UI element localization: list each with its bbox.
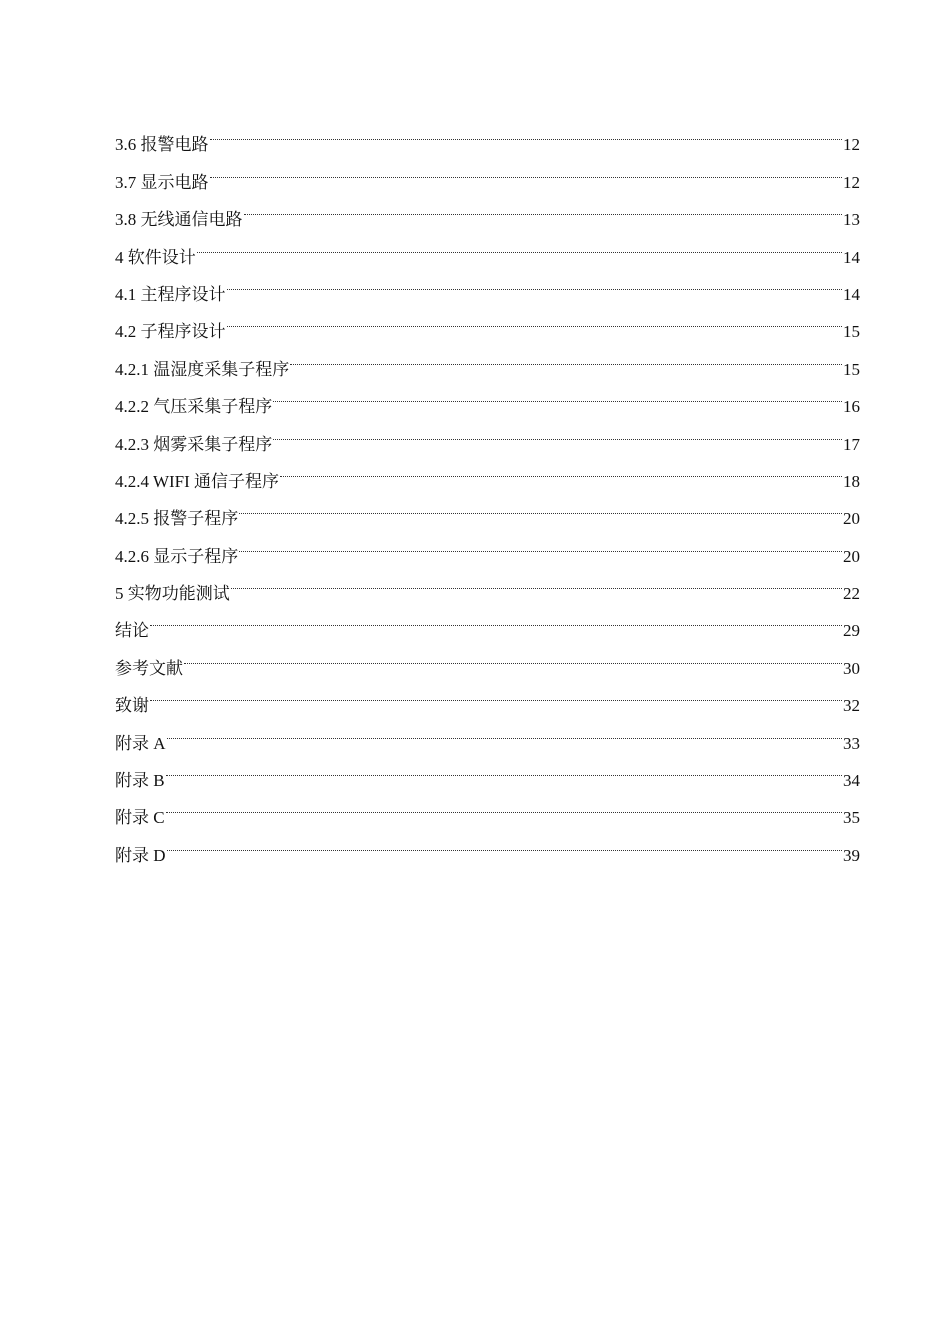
toc-entry-title: 4.1 主程序设计: [115, 284, 226, 304]
toc-entry-page: 12: [843, 172, 860, 192]
toc-entry-title: 4 软件设计: [115, 247, 196, 267]
toc-entry[interactable]: [115, 636, 860, 678]
toc-entry-page: 33: [843, 733, 860, 753]
toc-entry[interactable]: [115, 711, 860, 753]
toc-entry[interactable]: [115, 150, 860, 192]
toc-dot-leader: [227, 300, 843, 337]
toc-entry-page: 12: [843, 135, 860, 155]
toc-entry-title: 3.6 报警电路: [115, 135, 209, 155]
toc-dot-leader: [227, 263, 843, 300]
toc-entry-page: 39: [843, 845, 860, 865]
toc-entry-title: 4.2.4 WIFI 通信子程序: [115, 471, 280, 491]
toc-entry-page: 18: [843, 471, 860, 491]
toc-entry[interactable]: [115, 599, 860, 641]
toc-entry-title: 3.7 显示电路: [115, 172, 209, 192]
toc-dot-leader: [167, 711, 842, 748]
toc-entry[interactable]: [115, 188, 860, 230]
toc-entry[interactable]: [115, 300, 860, 342]
toc-entry-page: 14: [843, 247, 860, 267]
toc-dot-leader: [210, 113, 843, 150]
toc-dot-leader: [197, 225, 842, 262]
toc-entry-page: 29: [843, 621, 860, 641]
toc-entry-title: 4.2.1 温湿度采集子程序: [115, 359, 290, 379]
toc-entry[interactable]: [115, 337, 860, 379]
toc-entry-page: 17: [843, 434, 860, 454]
toc-entry[interactable]: [115, 674, 860, 716]
toc-entry-title: 5 实物功能测试: [115, 584, 230, 604]
toc-entry-page: 20: [843, 546, 860, 566]
toc-dot-leader: [273, 375, 842, 412]
toc-entry[interactable]: [115, 823, 860, 865]
toc-dot-leader: [244, 188, 843, 225]
toc-entry[interactable]: [115, 225, 860, 267]
toc-dot-leader: [150, 674, 842, 711]
toc-entry[interactable]: [115, 263, 860, 304]
toc-dot-leader: [166, 749, 842, 786]
toc-entry-page: 32: [843, 696, 860, 716]
toc-entry-page: 20: [843, 509, 860, 529]
toc-entry-title: 附录 B: [115, 771, 165, 791]
toc-entry[interactable]: [115, 749, 860, 791]
toc-dot-leader: [239, 524, 842, 561]
toc-entry-page: 35: [843, 808, 860, 828]
toc-dot-leader: [231, 562, 842, 599]
toc-entry-title: 附录 A: [115, 733, 166, 753]
toc-entry-page: 30: [843, 658, 860, 678]
toc-entry-page: 15: [843, 322, 860, 342]
toc-entry-title: 4.2.3 烟雾采集子程序: [115, 434, 273, 454]
toc-entry-title: 结论: [115, 621, 149, 641]
toc-dot-leader: [210, 150, 843, 187]
toc-dot-leader: [184, 636, 842, 673]
toc-entry-title: 4.2.2 气压采集子程序: [115, 397, 273, 417]
toc-dot-leader: [273, 412, 842, 449]
toc-dot-leader: [150, 599, 842, 636]
toc-dot-leader: [290, 337, 842, 374]
toc-entry-title: 4.2.5 报警子程序: [115, 509, 239, 529]
toc-entry-title: 附录 D: [115, 845, 166, 865]
toc-entry[interactable]: [115, 113, 860, 155]
toc-dot-leader: [280, 450, 842, 487]
table-of-contents: [115, 113, 860, 865]
toc-entry[interactable]: [115, 786, 860, 828]
toc-entry-title: 4.2 子程序设计: [115, 322, 226, 342]
toc-entry-page: 14: [843, 284, 860, 304]
toc-entry-title: 致谢: [115, 696, 149, 716]
toc-entry-title: 参考文献: [115, 658, 183, 678]
toc-entry-title: 附录 C: [115, 808, 165, 828]
toc-dot-leader: [167, 823, 842, 860]
toc-entry-title: 3.8 无线通信电路: [115, 210, 243, 230]
toc-entry-title: 4.2.6 显示子程序: [115, 546, 239, 566]
toc-entry-page: 16: [843, 397, 860, 417]
toc-entry-page: 13: [843, 210, 860, 230]
toc-dot-leader: [166, 786, 842, 823]
toc-entry-page: 34: [843, 771, 860, 791]
toc-entry-page: 22: [843, 584, 860, 604]
toc-entry-page: 15: [843, 359, 860, 379]
toc-dot-leader: [239, 487, 842, 524]
